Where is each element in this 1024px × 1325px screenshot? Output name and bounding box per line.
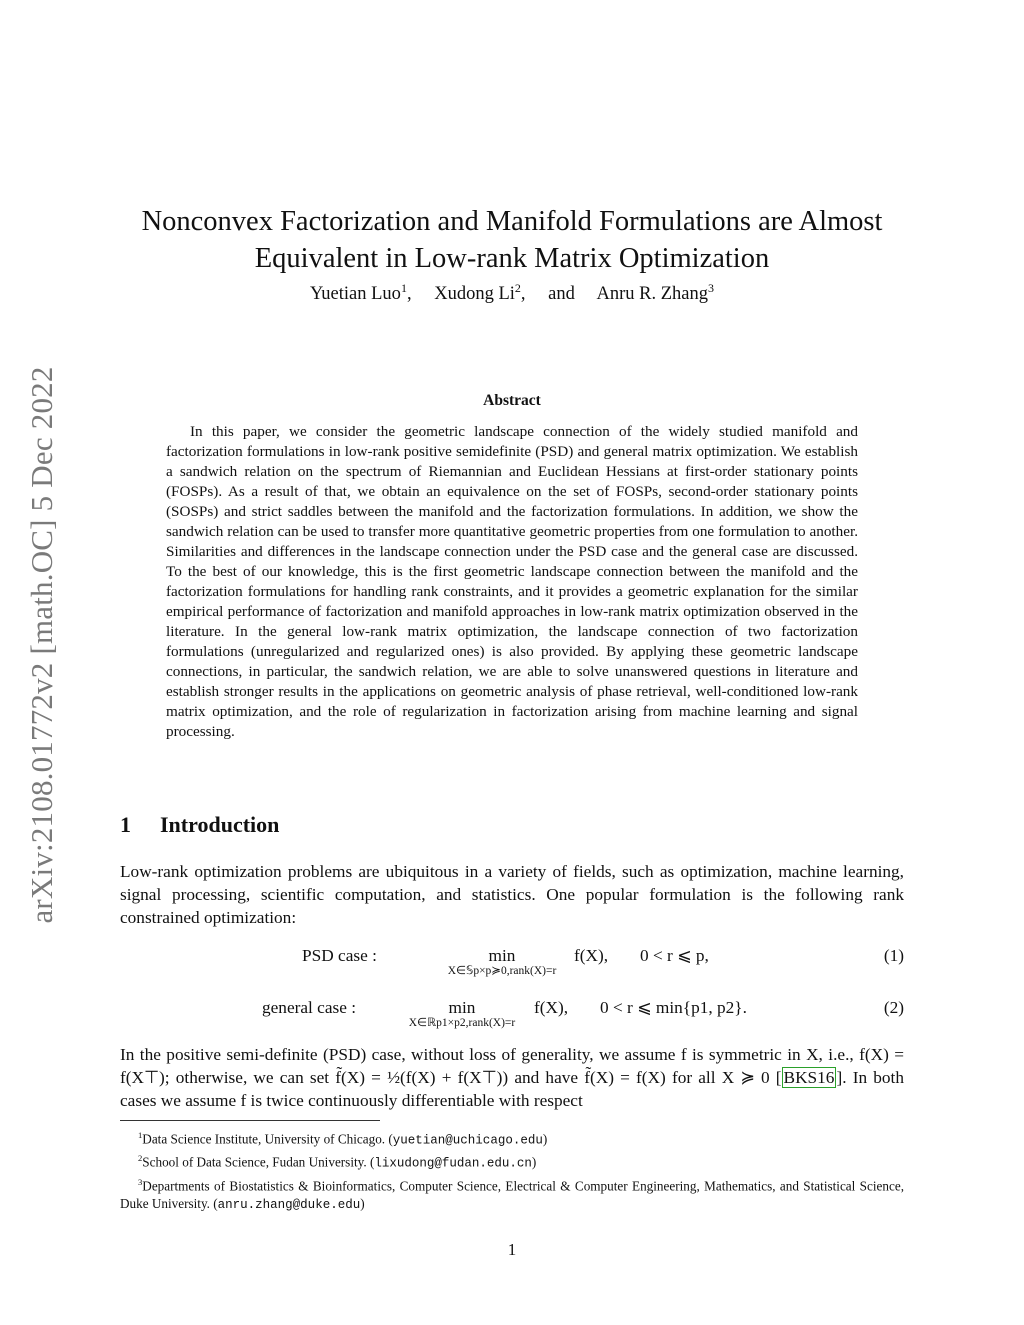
section-number: 1: [120, 812, 131, 837]
footnote-mark: 3: [138, 1176, 143, 1187]
author-name: Anru R. Zhang: [596, 284, 708, 305]
section-title: Introduction: [160, 812, 280, 837]
equation-number: (1): [883, 946, 904, 965]
footnote-mark: 2: [138, 1153, 143, 1164]
title-line-2: Equivalent in Low-rank Matrix Optimization: [254, 243, 770, 275]
arxiv-identifier: arXiv:2108.01772v2 [math.OC] 5 Dec 2022: [24, 366, 59, 924]
email-link[interactable]: lixudong@fudan.edu.cn: [374, 1156, 532, 1171]
min-symbol: min: [448, 998, 476, 1017]
equation-number: (2): [883, 998, 904, 1017]
min-symbol: min: [488, 946, 516, 965]
equation-label: general case :: [262, 998, 357, 1017]
title-line-1: Nonconvex Factorization and Manifold Formulations are Almost: [141, 206, 883, 238]
author-affiliation-mark: 1: [400, 281, 407, 295]
equation-constraint: 0 < r ⩽ min{p1, p2}.: [600, 998, 747, 1017]
author-name: Yuetian Luo: [310, 284, 401, 305]
min-operator: [428, 946, 576, 977]
equation-objective: f(X),: [534, 998, 569, 1017]
page-number: 1: [507, 1240, 517, 1259]
footnote-text: Data Science Institute, University of Chicago. (: [142, 1131, 393, 1147]
psd-paragraph-text-cont: . In both cases we assume f is twice continuously differentiable with respect: [120, 1068, 904, 1110]
author-affiliation-mark: 2: [514, 281, 521, 295]
equation-constraint: 0 < r ⩽ p,: [640, 946, 709, 965]
footnote-rule: [120, 1120, 380, 1121]
footnote: [120, 1149, 904, 1172]
min-operator: [388, 998, 536, 1029]
footnote-mark: 1: [138, 1130, 143, 1140]
footnotes: [120, 1126, 904, 1214]
footnote-text: Departments of Biostatistics & Bioinformatics, Computer Science, Electrical & Computer Engineering, Mathematics, and Statistical Science, Duke University. (: [120, 1178, 904, 1212]
author-list: [120, 281, 904, 305]
footnote: [120, 1126, 904, 1149]
author-name: Xudong Li: [434, 284, 515, 305]
email-link[interactable]: anru.zhang@duke.edu: [217, 1198, 361, 1213]
author-separator: ,: [520, 284, 526, 305]
footnote-close: ): [360, 1196, 365, 1212]
author-separator: ,: [406, 284, 412, 305]
intro-paragraph: Low-rank optimization problems are ubiquitous in a variety of fields, such as optimization, machine learning, signal processing, scientific computation, and statistics. One popular formulation is the following rank constrained optimization:: [120, 862, 904, 927]
equation-label: PSD case :: [302, 946, 377, 965]
equation-objective: f(X),: [574, 946, 609, 965]
author-affiliation-mark: 3: [707, 281, 714, 295]
citation-link[interactable]: BKS16: [783, 1068, 835, 1087]
psd-paragraph: In the positive semi-definite (PSD) case, without loss of generality, we assume f is symmetric in X, i.e., f(X) = f(X⊤); otherwise, we can set f̃(X) = ½(f(X) + f(X⊤)) and have f̃(X) = f(X) for all X ≽ 0 [ BKS16 ]. In both cases we assume f is twice continuously differentiable with respect: [120, 1045, 904, 1110]
psd-paragraph-text: In the positive semi-definite (PSD) case, without loss of generality, we assume f is symmetric in X, i.e., f(X) = f(X⊤); otherwise, we can set f̃(X) = ½(f(X) + f(X⊤)) and have f̃(X) = f(X) for all X ≽ 0: [120, 1045, 904, 1087]
min-subscript: X∈𝕊p×p≽0,rank(X)=r: [447, 965, 557, 977]
paper-title: [120, 203, 904, 277]
abstract-heading: Abstract: [483, 392, 541, 409]
section-heading: [120, 812, 279, 838]
min-subscript: X∈ℝp1×p2,rank(X)=r: [408, 1017, 516, 1029]
author-conjunction: and: [548, 284, 575, 305]
footnote-text: School of Data Science, Fudan University. (: [142, 1154, 375, 1170]
footnote: [120, 1173, 904, 1214]
footnote-close: ): [542, 1131, 548, 1147]
email-link[interactable]: yuetian@uchicago.edu: [392, 1133, 543, 1148]
footnote-close: ): [531, 1154, 537, 1170]
abstract-text: In this paper, we consider the geometric landscape connection of the widely studied manifold and factorization formulations in low-rank positive semidefinite (PSD) and general matrix optimization. We establish a sandwich relation on the spectrum of Riemannian and Euclidean Hessians at first-order stationary points (FOSPs). As a result of that, we obtain an equivalence on the set of FOSPs, second-order stationary points (SOSPs) and strict saddles between the manifold and the factorization formulations. In addition, we show the sandwich relation can be used to transfer more quantitative geometric properties from one formulation to another. Similarities and differences in the landscape connection under the PSD case and the general case are discussed. To the best of our knowledge, this is the first geometric landscape connection between the manifold and the factorization formulations for handling rank constraints, and it provides a geometric explanation for the similar empirical performance of factorization and manifold approaches in low-rank matrix optimization observed in the literature. In the general low-rank matrix optimization, the landscape connection of two factorization formulations (unregularized and regularized ones) is also provided. By applying these geometric landscape connections, in particular, the sandwich relation, we are able to solve unanswered questions in literature and establish stronger results in the applications on geometric analysis of phase retrieval, well-conditioned low-rank matrix optimization, and the role of regularization in factorization arising from machine learning and signal processing.: [166, 423, 858, 740]
